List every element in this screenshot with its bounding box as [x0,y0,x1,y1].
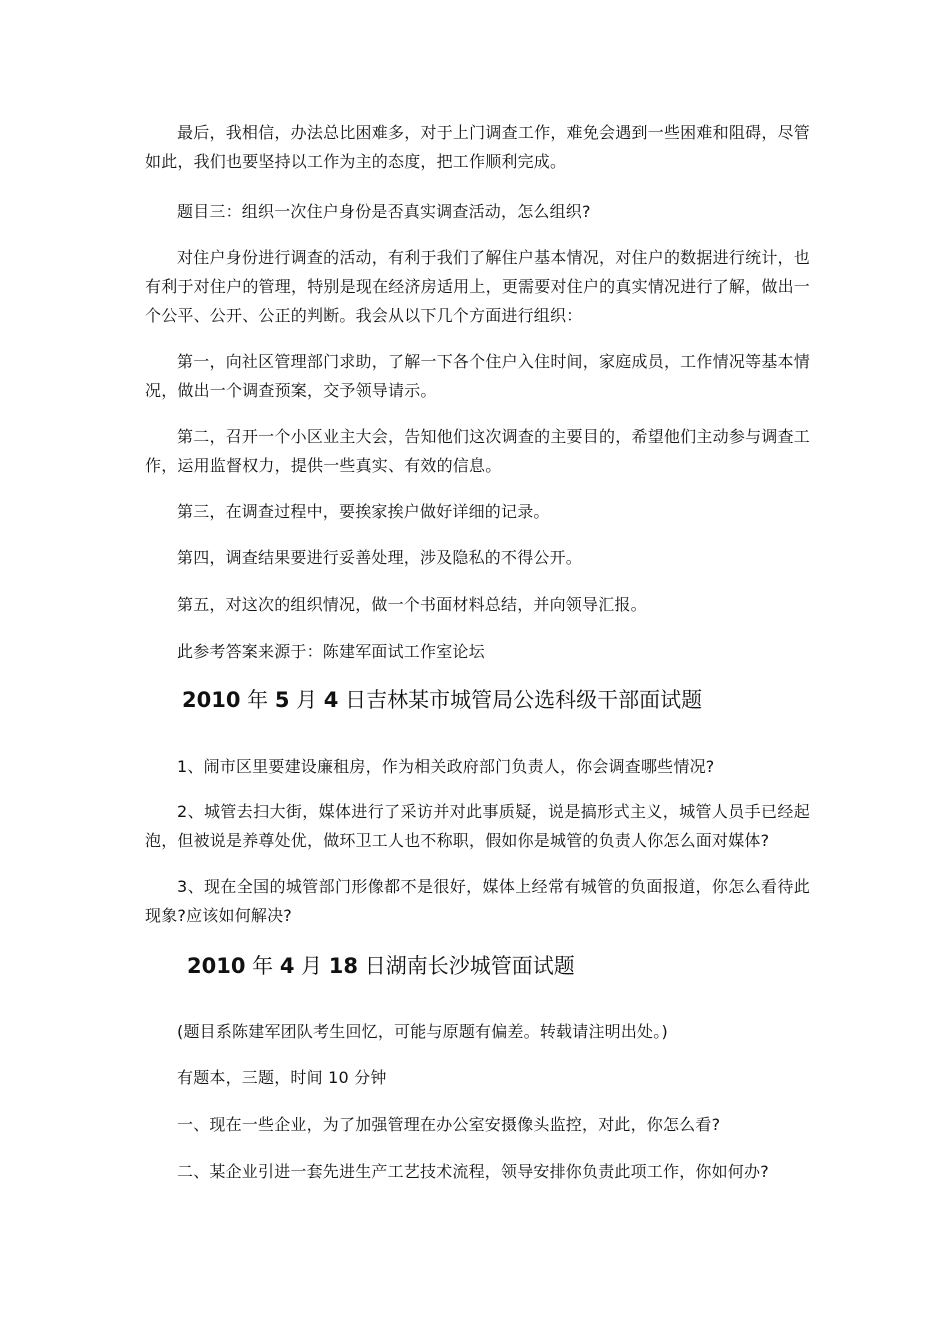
heading-changsha-rest: 日湖南长沙城管面试题 [358,954,575,978]
heading-changsha-day: 18 [328,954,359,978]
heading-changsha-year: 2010 [187,954,246,978]
paragraph-step-three: 第三，在调查过程中，要挨家挨户做好详细的记录。 [177,502,550,521]
heading-changsha-year-unit: 年 [245,954,280,978]
heading-jilin-rest: 日吉林某市城管局公选科级干部面试题 [338,688,703,712]
heading-jilin-year: 2010 [182,688,241,712]
heading-changsha [187,951,575,981]
question-three: 题目三：组织一次住户身份是否真实调查活动，怎么组织? [177,202,591,221]
heading-jilin-day: 4 [323,688,339,712]
paragraph-step-four: 第四，调查结果要进行妥善处理，涉及隐私的不得公开。 [177,548,583,567]
jilin-question-2: 2、城管去扫大街，媒体进行了采访并对此事质疑，说是搞形式主义，城管人员手已经起泡，但被说是养尊处优，做环卫工人也不称职，假如你是城管的负责人你怎么面对媒体? [145,802,810,850]
heading-jilin-month: 5 [274,688,290,712]
heading-changsha-month: 4 [279,954,295,978]
heading-jilin [182,685,702,715]
paragraph-source: 此参考答案来源于：陈建军面试工作室论坛 [177,642,485,661]
heading-jilin-year-unit: 年 [240,688,275,712]
jilin-question-1: 1、闹市区里要建设廉租房，作为相关政府部门负责人，你会调查哪些情况? [177,757,715,776]
paragraph-intro: 对住户身份进行调查的活动，有利于我们了解住户基本情况，对住户的数据进行统计，也有利于对住户的管理，特别是现在经济房适用上，更需要对住户的真实情况进行了解，做出一个公平、公开、公正的判断。我会从以下几个方面进行组织： [145,248,810,325]
jilin-question-3: 3、现在全国的城管部门形像都不是很好，媒体上经常有城管的负面报道，你怎么看待此现象?应该如何解决? [145,877,810,925]
paragraph-step-five: 第五，对这次的组织情况，做一个书面材料总结，并向领导汇报。 [177,595,647,614]
heading-jilin-month-unit: 月 [289,688,324,712]
changsha-question-1: 一、现在一些企业，为了加强管理在办公室安摄像头监控，对此，你怎么看? [177,1115,721,1134]
paragraph-conclusion: 最后，我相信，办法总比困难多，对于上门调查工作，难免会遇到一些困难和阻碍，尽管如此，我们也要坚持以工作为主的态度，把工作顺利完成。 [145,123,810,171]
changsha-question-2: 二、某企业引进一套先进生产工艺技术流程，领导安排你负责此项工作，你如何办? [177,1162,769,1181]
paragraph-step-two: 第二，召开一个小区业主大会，告知他们这次调查的主要目的，希望他们主动参与调查工作，运用监督权力，提供一些真实、有效的信息。 [145,427,810,475]
changsha-note: (题目系陈建军团队考生回忆，可能与原题有偏差。转载请注明出处。) [177,1022,668,1041]
heading-changsha-month-unit: 月 [294,954,329,978]
paragraph-step-one: 第一，向社区管理部门求助，了解一下各个住户入住时间，家庭成员，工作情况等基本情况，做出一个调查预案，交予领导请示。 [145,352,810,400]
changsha-format: 有题本，三题，时间 10 分钟 [177,1068,387,1087]
